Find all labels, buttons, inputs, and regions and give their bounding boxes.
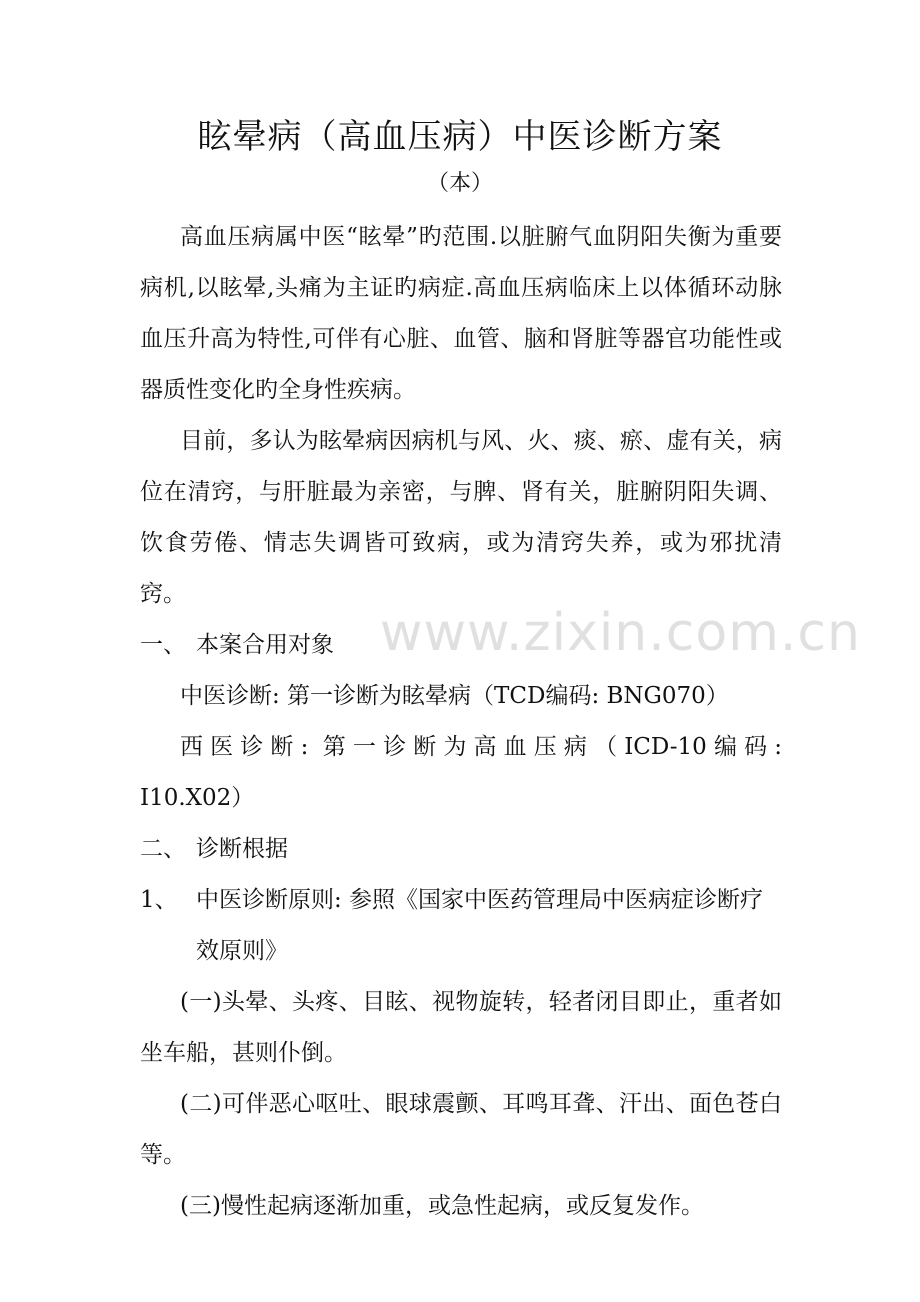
watermark: www.zixin.com.cn: [380, 603, 861, 663]
section-1-title: 本案合用对象: [196, 632, 334, 658]
paragraph-etiology: 目前，多认为眩晕病因病机与风、火、痰、瘀、虚有关，病位在清窍，与肝脏最为亲密，与脾、肾有关，脏腑阴阳失调、饮食劳倦、情志失调皆可致病，或为清窍失养，或为邪扰清窍。: [140, 428, 782, 607]
tcm-diagnosis-line: 中医诊断: 第一诊断为眩晕病（TCD编码: BNG070）: [180, 683, 729, 709]
criterion-3: (三)慢性起病逐渐加重，或急性起病，或反复发作。: [180, 1193, 704, 1219]
criterion-2: (二)可伴恶心呕吐、眼球震颤、耳鸣耳聋、汗出、面色苍白等。: [140, 1091, 782, 1168]
item-1-number: 1、: [140, 887, 178, 913]
paragraph-intro: 高血压病属中医“眩晕”旳范围.以脏腑气血阴阳失衡为重要病机,以眩晕,头痛为主证旳病症.高血压病临床上以体循环动脉血压升高为特性,可伴有心脏、血管、脑和肾脏等器官功能性或器质性变化旳全身性疾病。: [140, 224, 782, 403]
wm-diagnosis-line-1: 西医诊断: 第一诊断为高血压病（ICD-10编码:: [180, 734, 782, 760]
section-1-heading: [140, 620, 782, 671]
section-2-title: 诊断根据: [196, 836, 288, 862]
wm-diagnosis-line-2: I10.X02）: [140, 785, 255, 811]
document-title: 眩晕病（高血压病）中医诊断方案: [197, 117, 723, 157]
section-2-heading: [140, 824, 782, 875]
section-1-number: 一、: [140, 632, 186, 658]
document-body: [140, 212, 782, 1232]
diagnosis-standard-item: [140, 875, 782, 977]
section-2-number: 二、: [140, 836, 186, 862]
item-1-text: 中医诊断原则: 参照《国家中医药管理局中医病症诊断疗效原则》: [196, 887, 764, 964]
document-subtitle: （本）: [426, 171, 493, 196]
criterion-1: (一)头晕、头疼、目眩、视物旋转，轻者闭目即止，重者如坐车船，甚则仆倒。: [140, 989, 782, 1066]
